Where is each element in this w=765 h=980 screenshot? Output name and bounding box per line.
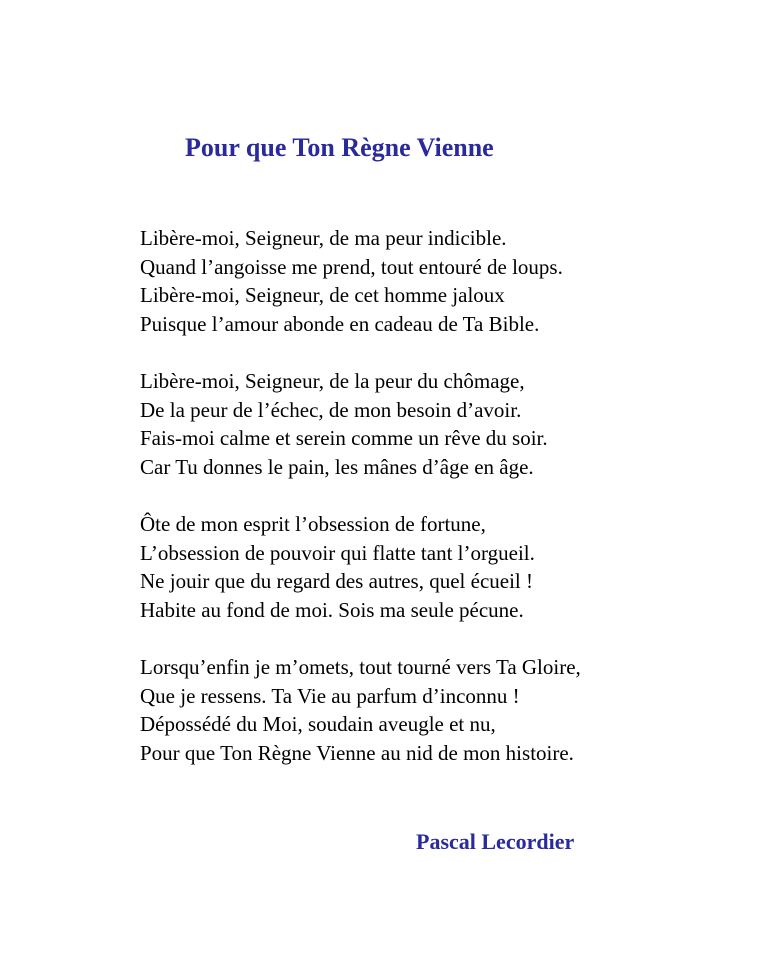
- poem-line: Quand l’angoisse me prend, tout entouré de loups.: [140, 254, 563, 279]
- poem-body: [140, 224, 750, 796]
- stanza-1: [140, 224, 750, 338]
- poem-line: Ne jouir que du regard des autres, quel écueil !: [140, 569, 534, 593]
- poem-line: Puisque l’amour abonde en cadeau de Ta Bible.: [140, 311, 540, 336]
- poem-line: Que je ressens. Ta Vie au parfum d’inconnu !: [140, 683, 520, 708]
- poem-line: L’obsession de pouvoir qui flatte tant l’orgueil.: [140, 540, 535, 565]
- stanza-4: [140, 653, 750, 767]
- poem-line: De la peur de l’échec, de mon besoin d’avoir.: [140, 397, 522, 422]
- poem-line: Libère-moi, Seigneur, de ma peur indicible.: [140, 226, 507, 250]
- poem-line: Fais-moi calme et serein comme un rêve du soir.: [140, 426, 548, 450]
- poem-line: Car Tu donnes le pain, les mânes d’âge en âge.: [140, 454, 534, 479]
- poem-line: Libère-moi, Seigneur, de la peur du chômage,: [140, 369, 525, 393]
- poem-title: Pour que Ton Règne Vienne: [185, 133, 494, 162]
- poem-line: Ôte de mon esprit l’obsession de fortune,: [140, 512, 486, 536]
- stanza-3: [140, 510, 750, 624]
- stanza-2: [140, 367, 750, 481]
- poem-line: Lorsqu’enfin je m’omets, tout tourné vers Ta Gloire,: [140, 655, 581, 679]
- poem-line: Libère-moi, Seigneur, de cet homme jaloux: [140, 283, 505, 307]
- poem-line: Habite au fond de moi. Sois ma seule pécune.: [140, 597, 524, 622]
- poem-line: Pour que Ton Règne Vienne au nid de mon histoire.: [140, 740, 574, 765]
- poem-line: Dépossédé du Moi, soudain aveugle et nu,: [140, 712, 496, 736]
- author-signature: Pascal Lecordier: [416, 829, 575, 854]
